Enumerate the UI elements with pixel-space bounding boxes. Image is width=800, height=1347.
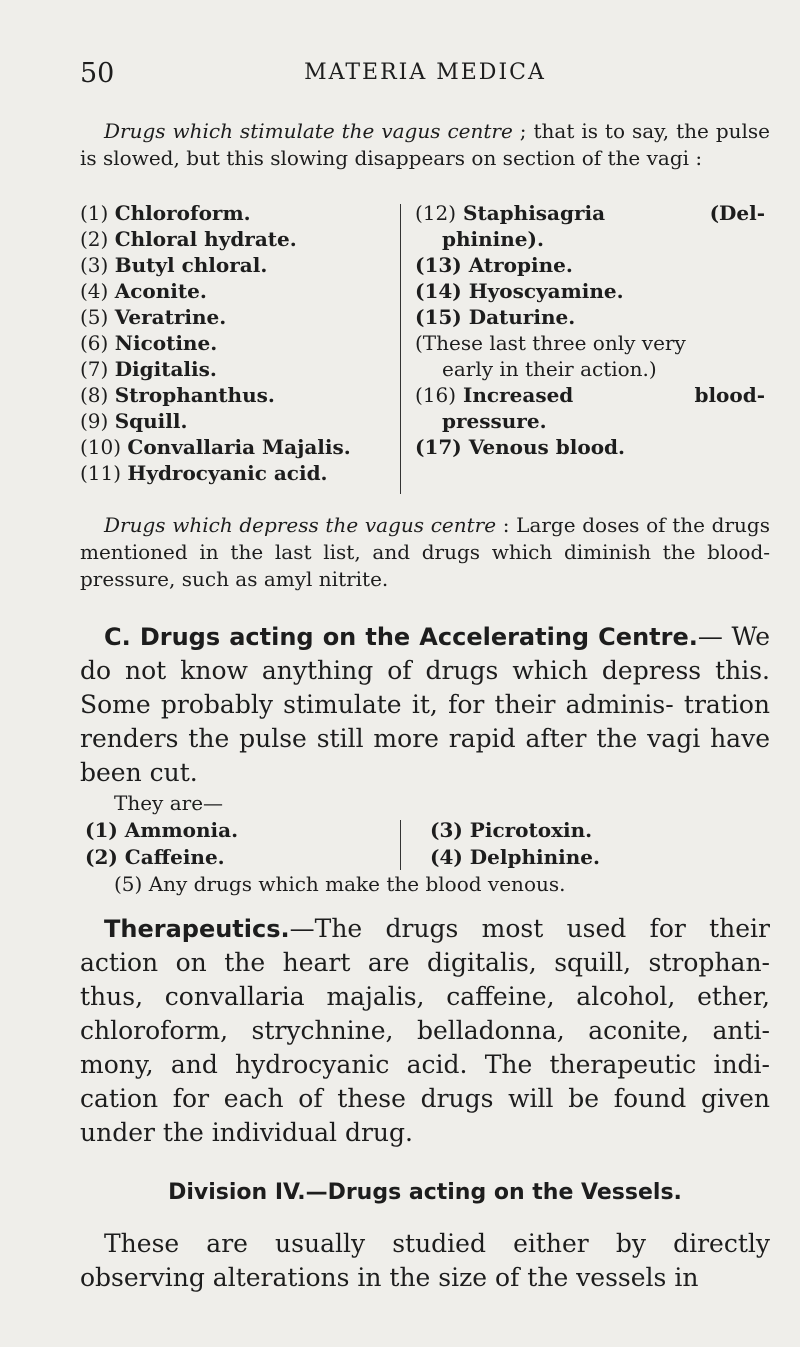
drug-name: Veratrine. [114,305,227,329]
accelerating-drugs-list [80,790,770,900]
depress-italic: Drugs which depress the vagus centre [104,513,497,537]
list-intro: They are— [114,791,224,815]
list-item: (2) Caffeine. [85,845,225,869]
list-item-continued: phinine). [442,227,544,251]
item-number: (8) [80,383,109,407]
item-number: (9) [80,409,109,433]
running-head: MATERIA MEDICA [304,60,546,85]
list-item [80,356,390,382]
item-number: (7) [80,357,109,381]
list-item [80,252,390,278]
column-divider [400,820,401,870]
item-number: (4) [80,279,109,303]
list-left-column [80,200,390,486]
list-item: (14) Hyoscyamine. [415,279,624,303]
page-number: 50 [80,58,115,89]
list-item [80,434,390,460]
drug-name: Convallaria Majalis. [127,435,351,459]
list-right-column [415,200,765,460]
item-number: (5) [80,305,109,329]
item-number: (11) [80,461,122,485]
item-number: (6) [80,331,109,355]
drug-name: Chloral hydrate. [114,227,297,251]
item-number: (10) [80,435,122,459]
list-item: (4) Delphinine. [430,845,600,869]
list-item [80,200,390,226]
list-item: (12) Staphisagria (Del- [415,201,765,225]
vagus-stimulants-list [80,200,770,500]
drug-name: Butyl chloral. [114,253,268,277]
item-number: (3) [80,253,109,277]
depress-text: : Large doses of the drugs mentioned in the last list, and drugs which diminish the blood-pressure, such as amyl nitrite. [80,513,770,591]
column-divider [400,204,401,494]
division-heading-wrap [80,1180,770,1205]
list-item: (16) Increased blood- [415,383,765,407]
page-header [80,58,770,88]
drug-name: Hydrocyanic acid. [127,461,328,485]
list-item: (3) Picrotoxin. [430,818,593,842]
list-item-continued: pressure. [442,409,547,433]
section-c-paragraph [80,620,770,790]
intro-italic: Drugs which stimulate the vagus centre [104,119,513,143]
division-paragraph: These are usually studied either by directly observing alterations in the size of the vessels in [80,1229,770,1292]
list-item [80,304,390,330]
therapeutics-paragraph [80,912,770,1150]
drug-name: Aconite. [114,279,207,303]
drug-name: Squill. [114,409,188,433]
list-item [80,382,390,408]
therapeutics-text: —The drugs most used for their action on the heart are digitalis, squill, strophan- thus, convallaria majalis, caffeine, alcohol, ether, chloroform, strychnine, belladonna, aconite, anti- mony, and hydrocyanic acid. The therapeutic indi- cation for each of these drugs will be found given under the individual drug. [80,914,770,1147]
drug-name: Nicotine. [114,331,218,355]
list-item: (17) Venous blood. [415,435,625,459]
drug-name: Chloroform. [114,201,251,225]
drug-name: Strophanthus. [114,383,275,407]
section-c-heading: C. Drugs acting on the Accelerating Centre. [104,623,698,651]
list-item [80,226,390,252]
intro-paragraph [80,118,770,172]
list-item: (15) Daturine. [415,305,576,329]
list-item: (1) Ammonia. [85,818,239,842]
list-item: (13) Atropine. [415,253,573,277]
list-item [80,330,390,356]
section-c-text: — We do not know anything of drugs which depress this. Some probably stimulate it, for their adminis- tration renders the pulse still more rapid after the vagi have been cut. [80,622,770,787]
list-item [80,460,390,486]
list-item [80,278,390,304]
intro-text: ; that is to say, the pulse is slowed, but this slowing disappears on section of the vagi : [80,119,770,170]
list-item: (5) Any drugs which make the blood venous. [114,872,566,896]
item-number: (2) [80,227,109,251]
list-note: (These last three only very [415,331,686,355]
item-number: (1) [80,201,109,225]
therapeutics-heading: Therapeutics. [104,915,290,943]
division-heading: Division IV.—Drugs acting on the Vessels. [168,1180,682,1205]
drug-name: Digitalis. [114,357,217,381]
list-item [80,408,390,434]
list-note-continued: early in their action.) [442,357,657,381]
depress-paragraph [80,512,770,593]
